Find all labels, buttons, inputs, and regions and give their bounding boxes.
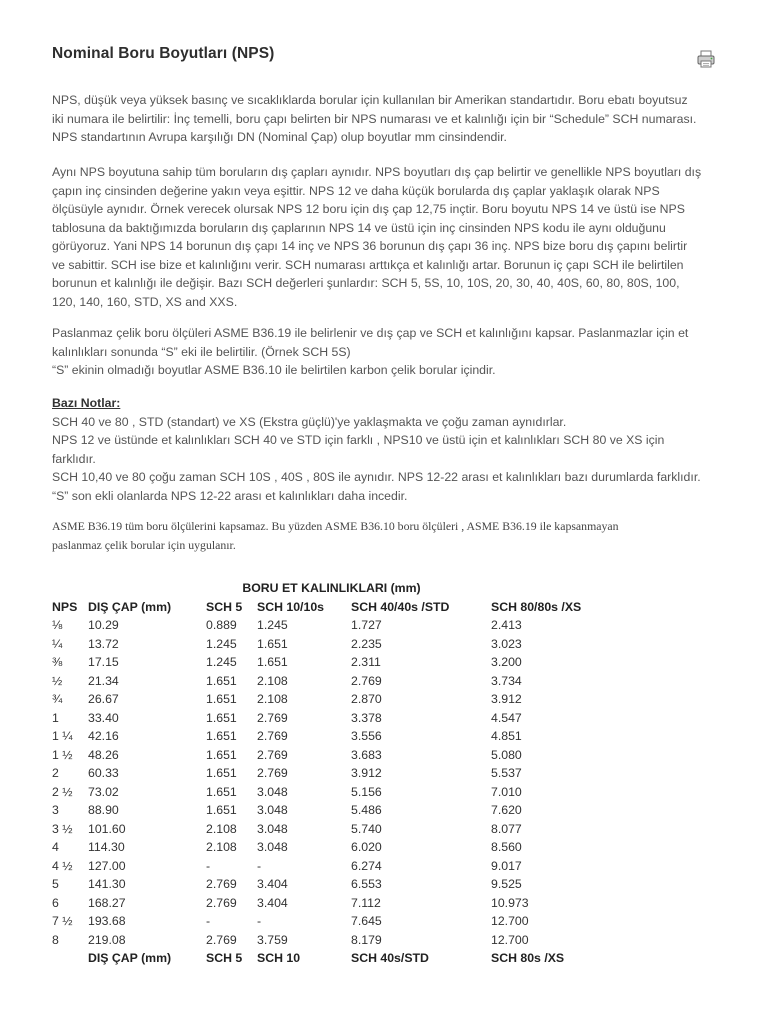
note-line: SCH 10,40 ve 80 çoğu zaman SCH 10S , 40S , 80S ile aynıdır. NPS 12-22 arası et kalınlıkları bazı durumlarda farklıdır. [52, 470, 701, 484]
table-caption-row [52, 579, 611, 598]
cell-sch10: 2.769 [257, 766, 288, 780]
notes-section [52, 394, 720, 505]
table-row [52, 616, 611, 635]
table-row [52, 857, 611, 876]
cell-outer-diameter: 193.68 [88, 914, 126, 928]
cell-outer-diameter: 219.08 [88, 932, 126, 947]
cell-sch10: 3.759 [257, 932, 288, 947]
cell-sch10: - [257, 858, 262, 873]
footer-sch5: SCH 5 [206, 951, 243, 965]
cell-nps: ⅛ [52, 618, 63, 632]
table-footer-row [52, 949, 611, 968]
cell-nps: 1 [52, 710, 59, 725]
cell-outer-diameter: 73.02 [88, 784, 119, 799]
cell-sch40: 7.112 [351, 895, 381, 910]
cell-sch40: 5.740 [351, 821, 382, 836]
cell-nps: 4 ½ [52, 858, 73, 873]
cell-sch10: 3.404 [257, 877, 288, 891]
cell-sch40: 7.645 [351, 914, 382, 928]
cell-sch10: 1.651 [257, 636, 288, 651]
cell-sch10: 1.651 [257, 655, 288, 669]
col-header-sch10: SCH 10/10s [257, 599, 324, 614]
cell-sch10: 3.048 [257, 821, 288, 836]
text-line: Paslanmaz çelik boru ölçüleri ASME B36.19 ile belirlenir ve dış çap ve SCH et kalınlığını kapsar. Paslanmazlar için et [52, 326, 689, 340]
footer-sch10: SCH 10 [257, 951, 301, 965]
text-line: tablosuna da baktığımızda boruların dış çaplarının NPS 14 ve üstü için inç cinsinden NPS kodu ile aynı olduğunu [52, 220, 666, 235]
cell-sch10: 2.108 [257, 673, 288, 688]
col-header-sch40: SCH 40/40s /STD [351, 599, 450, 614]
cell-nps: ⅜ [52, 655, 63, 669]
cell-sch80: 10.973 [491, 895, 529, 910]
table-row [52, 912, 611, 931]
cell-sch5: 1.651 [206, 710, 237, 725]
table-row [52, 820, 611, 839]
cell-sch80: 3.734 [491, 673, 522, 688]
cell-sch40: 1.727 [351, 618, 382, 632]
cell-sch80: 3.200 [491, 655, 522, 669]
col-header-outer-diameter: DIŞ ÇAP (mm) [88, 599, 172, 614]
text-line: 120, 140, 160, STD, XS and XXS. [52, 294, 238, 309]
intro-paragraph [52, 91, 720, 147]
text-line: ve sabittir. SCH ise bize et kalınlığını verir. SCH numarası arttıkça et kalınlığı artar. Borunun iç çapı SCH ile belirtilen [52, 257, 684, 272]
table-row [52, 801, 611, 820]
cell-nps: 3 ½ [52, 821, 73, 836]
col-header-sch5: SCH 5 [206, 599, 243, 614]
cell-sch10: 2.769 [257, 710, 288, 725]
cell-sch10: 3.048 [257, 840, 288, 854]
stainless-paragraph [52, 324, 720, 380]
cell-sch80: 9.017 [491, 858, 522, 873]
cell-outer-diameter: 33.40 [88, 710, 119, 725]
cell-sch80: 12.700 [491, 932, 529, 947]
text-line: borunun et kalınlığı ile değişir. Bazı SCH değerleri şunlardır: SCH 5, 5S, 10, 10S, 20, 30, 40, 40S, 60, 80, 80S, 100, [52, 276, 680, 290]
cell-sch10: 2.769 [257, 729, 288, 743]
nps-paragraph [52, 163, 720, 311]
table-row [52, 764, 611, 783]
footer-outer-diameter: DIŞ ÇAP (mm) [88, 951, 172, 965]
cell-nps: 8 [52, 932, 59, 947]
note-line: farklıdır. [52, 451, 96, 466]
cell-nps: ¼ [52, 636, 63, 651]
cell-sch40: 3.683 [351, 747, 382, 762]
cell-sch5: - [206, 858, 211, 873]
cell-sch80: 4.851 [491, 729, 522, 743]
cell-sch80: 9.525 [491, 877, 522, 891]
note-line: SCH 40 ve 80 , STD (standart) ve XS (Ekstra güçlü)'ye yaklaşmakta ve çoğu zaman aynıdırlar. [52, 414, 567, 429]
note-line: NPS 12 ve üstünde et kalınlıkları SCH 40 ve STD için farklı , NPS10 ve üstü için et kalınlıkları SCH 80 ve XS için [52, 433, 665, 447]
cell-sch40: 8.179 [351, 932, 382, 947]
cell-outer-diameter: 127.00 [88, 858, 126, 873]
cell-outer-diameter: 60.33 [88, 766, 119, 780]
cell-sch5: 1.245 [206, 636, 237, 651]
table-row [52, 690, 611, 709]
cell-nps: 2 [52, 766, 59, 780]
cell-sch40: 2.235 [351, 636, 382, 651]
text-line: çapın inç cinsinden değerine yakın veya eşittir. NPS 12 ve daha küçük borularda dış çaplar yaklaşık olarak NPS [52, 183, 660, 198]
cell-nps: ½ [52, 673, 63, 688]
note-line: “S” son ekli olanlarda NPS 12-22 arası et kalınlıkları daha incedir. [52, 488, 408, 503]
cell-sch80: 3.023 [491, 636, 522, 651]
page-title: Nominal Boru Boyutları (NPS) [52, 45, 275, 62]
table-body [52, 616, 611, 949]
cell-nps: 1 ½ [52, 747, 73, 762]
cell-sch10: 3.048 [257, 784, 288, 799]
col-header-sch80: SCH 80/80s /XS [491, 599, 582, 614]
cell-sch40: 3.378 [351, 710, 382, 725]
cell-sch5: 1.651 [206, 692, 237, 706]
cell-sch40: 2.769 [351, 673, 382, 688]
cell-sch5: 1.651 [206, 729, 237, 743]
cell-outer-diameter: 26.67 [88, 692, 119, 706]
table-row [52, 838, 611, 857]
cell-sch5: 1.651 [206, 766, 237, 780]
footer-sch80: SCH 80s /XS [491, 951, 565, 965]
table-row [52, 783, 611, 802]
cell-sch80: 8.560 [491, 840, 522, 854]
cell-sch10: 2.769 [257, 747, 288, 762]
cell-sch5: 2.769 [206, 932, 237, 947]
cell-sch40: 6.553 [351, 877, 382, 891]
cell-sch10: - [257, 914, 262, 928]
text-line: görüyoruz. Yani NPS 14 borunun dış çapı 14 inç ve NPS 36 borunun dış çapı 36 inç. NPS bize boru dış çapını belirtir [52, 239, 688, 253]
cell-nps: 2 ½ [52, 784, 73, 799]
cell-sch80: 5.080 [491, 747, 522, 762]
cell-outer-diameter: 13.72 [88, 636, 119, 651]
cell-outer-diameter: 48.26 [88, 747, 119, 762]
table-row [52, 653, 611, 672]
cell-outer-diameter: 42.16 [88, 729, 119, 743]
cell-sch5: 2.108 [206, 840, 237, 854]
cell-sch40: 5.156 [351, 784, 382, 799]
printer-icon[interactable] [696, 49, 716, 69]
cell-sch40: 2.870 [351, 692, 382, 706]
cell-sch10: 1.245 [257, 618, 288, 632]
cell-outer-diameter: 141.30 [88, 877, 126, 891]
table-row [52, 746, 611, 765]
table-row [52, 635, 611, 654]
cell-sch80: 2.413 [491, 618, 522, 632]
cell-sch80: 3.912 [491, 692, 522, 706]
cell-sch40: 3.912 [351, 766, 382, 780]
footer-cell [52, 949, 88, 968]
cell-sch5: 2.769 [206, 877, 237, 891]
cell-sch40: 6.274 [351, 858, 382, 873]
text-line: ASME B36.19 tüm boru ölçülerini kapsamaz. Bu yüzden ASME B36.10 boru ölçüleri , ASME B36.19 ile kapsanmayan [52, 519, 619, 533]
cell-outer-diameter: 21.34 [88, 673, 119, 688]
cell-sch40: 2.311 [351, 655, 381, 669]
table-row [52, 709, 611, 728]
cell-sch80: 4.547 [491, 710, 522, 725]
cell-nps: 3 [52, 803, 59, 817]
cell-outer-diameter: 168.27 [88, 895, 126, 910]
table-row [52, 931, 611, 950]
cell-nps: ¾ [52, 692, 63, 706]
cell-sch80: 7.010 [491, 784, 522, 799]
cell-nps: 1 ¼ [52, 729, 73, 743]
cell-outer-diameter: 88.90 [88, 803, 119, 817]
cell-sch5: 2.769 [206, 895, 237, 910]
cell-outer-diameter: 114.30 [88, 840, 125, 854]
cell-sch40: 5.486 [351, 803, 382, 817]
col-header-nps: NPS [52, 599, 78, 614]
cell-sch40: 3.556 [351, 729, 382, 743]
cell-sch80: 7.620 [491, 803, 522, 817]
cell-sch40: 6.020 [351, 840, 382, 854]
cell-nps: 6 [52, 895, 59, 910]
cell-outer-diameter: 101.60 [88, 821, 126, 836]
cell-sch5: 2.108 [206, 821, 237, 836]
table-caption: BORU ET KALINLIKLARI (mm) [242, 581, 421, 595]
text-line: NPS, düşük veya yüksek basınç ve sıcaklıklarda borular için kullanılan bir Amerikan standartıdır. Boru ebatı boyutsuz [52, 93, 688, 107]
text-line: Aynı NPS boyutuna sahip tüm boruların dış çapları aynıdır. NPS boyutları dış çap belirtir ve genellikle NPS boyutları dış [52, 165, 702, 179]
text-line: paslanmaz çelik borular için uygulanır. [52, 538, 236, 552]
cell-outer-diameter: 17.15 [88, 655, 119, 669]
cell-sch5: 1.651 [206, 784, 237, 799]
table-header-row [52, 598, 611, 617]
cell-nps: 5 [52, 877, 59, 891]
cell-nps: 7 ½ [52, 914, 73, 928]
cell-sch5: 0.889 [206, 618, 237, 632]
table-row [52, 894, 611, 913]
table-row [52, 875, 611, 894]
cell-sch5: 1.651 [206, 803, 237, 817]
cell-sch5: 1.651 [206, 747, 237, 762]
table-row [52, 727, 611, 746]
cell-sch80: 12.700 [491, 914, 529, 928]
text-line: kalınlıkları sonunda “S” eki ile belirtilir. (Örnek SCH 5S) [52, 344, 351, 359]
cell-sch5: - [206, 914, 211, 928]
text-line: “S” ekinin olmadığı boyutlar ASME B36.10 ile belirtilen karbon çelik borular içindir. [52, 363, 496, 377]
cell-sch80: 8.077 [491, 821, 522, 836]
cell-nps: 4 [52, 840, 59, 854]
text-line: iki numara ile belirtilir: İnç temelli, boru çapı belirten bir NPS numarası ve et kalınlığı için bir “Schedule” SCH numarası. [52, 111, 697, 126]
cell-sch10: 3.048 [257, 803, 288, 817]
cell-sch5: 1.245 [206, 655, 237, 669]
cell-sch10: 3.404 [257, 895, 288, 910]
text-line: ölçüsüyle aynıdır. Örnek verecek olursak NPS 12 boru için dış çap 12,75 inçtir. Boru boyutu NPS 14 ve üstü ise NPS [52, 202, 685, 216]
cell-sch5: 1.651 [206, 673, 237, 688]
cell-sch10: 2.108 [257, 692, 288, 706]
cell-sch80: 5.537 [491, 766, 522, 780]
table-row [52, 672, 611, 691]
footer-sch40: SCH 40s/STD [351, 951, 429, 965]
notes-heading: Bazı Notlar: [52, 396, 121, 410]
text-line: NPS standartının Avrupa karşılığı DN (Nominal Çap) olup boyutlar mm cinsindendir. [52, 130, 507, 144]
wall-thickness-table [52, 579, 611, 968]
asme-note [52, 517, 720, 555]
cell-outer-diameter: 10.29 [88, 618, 119, 632]
